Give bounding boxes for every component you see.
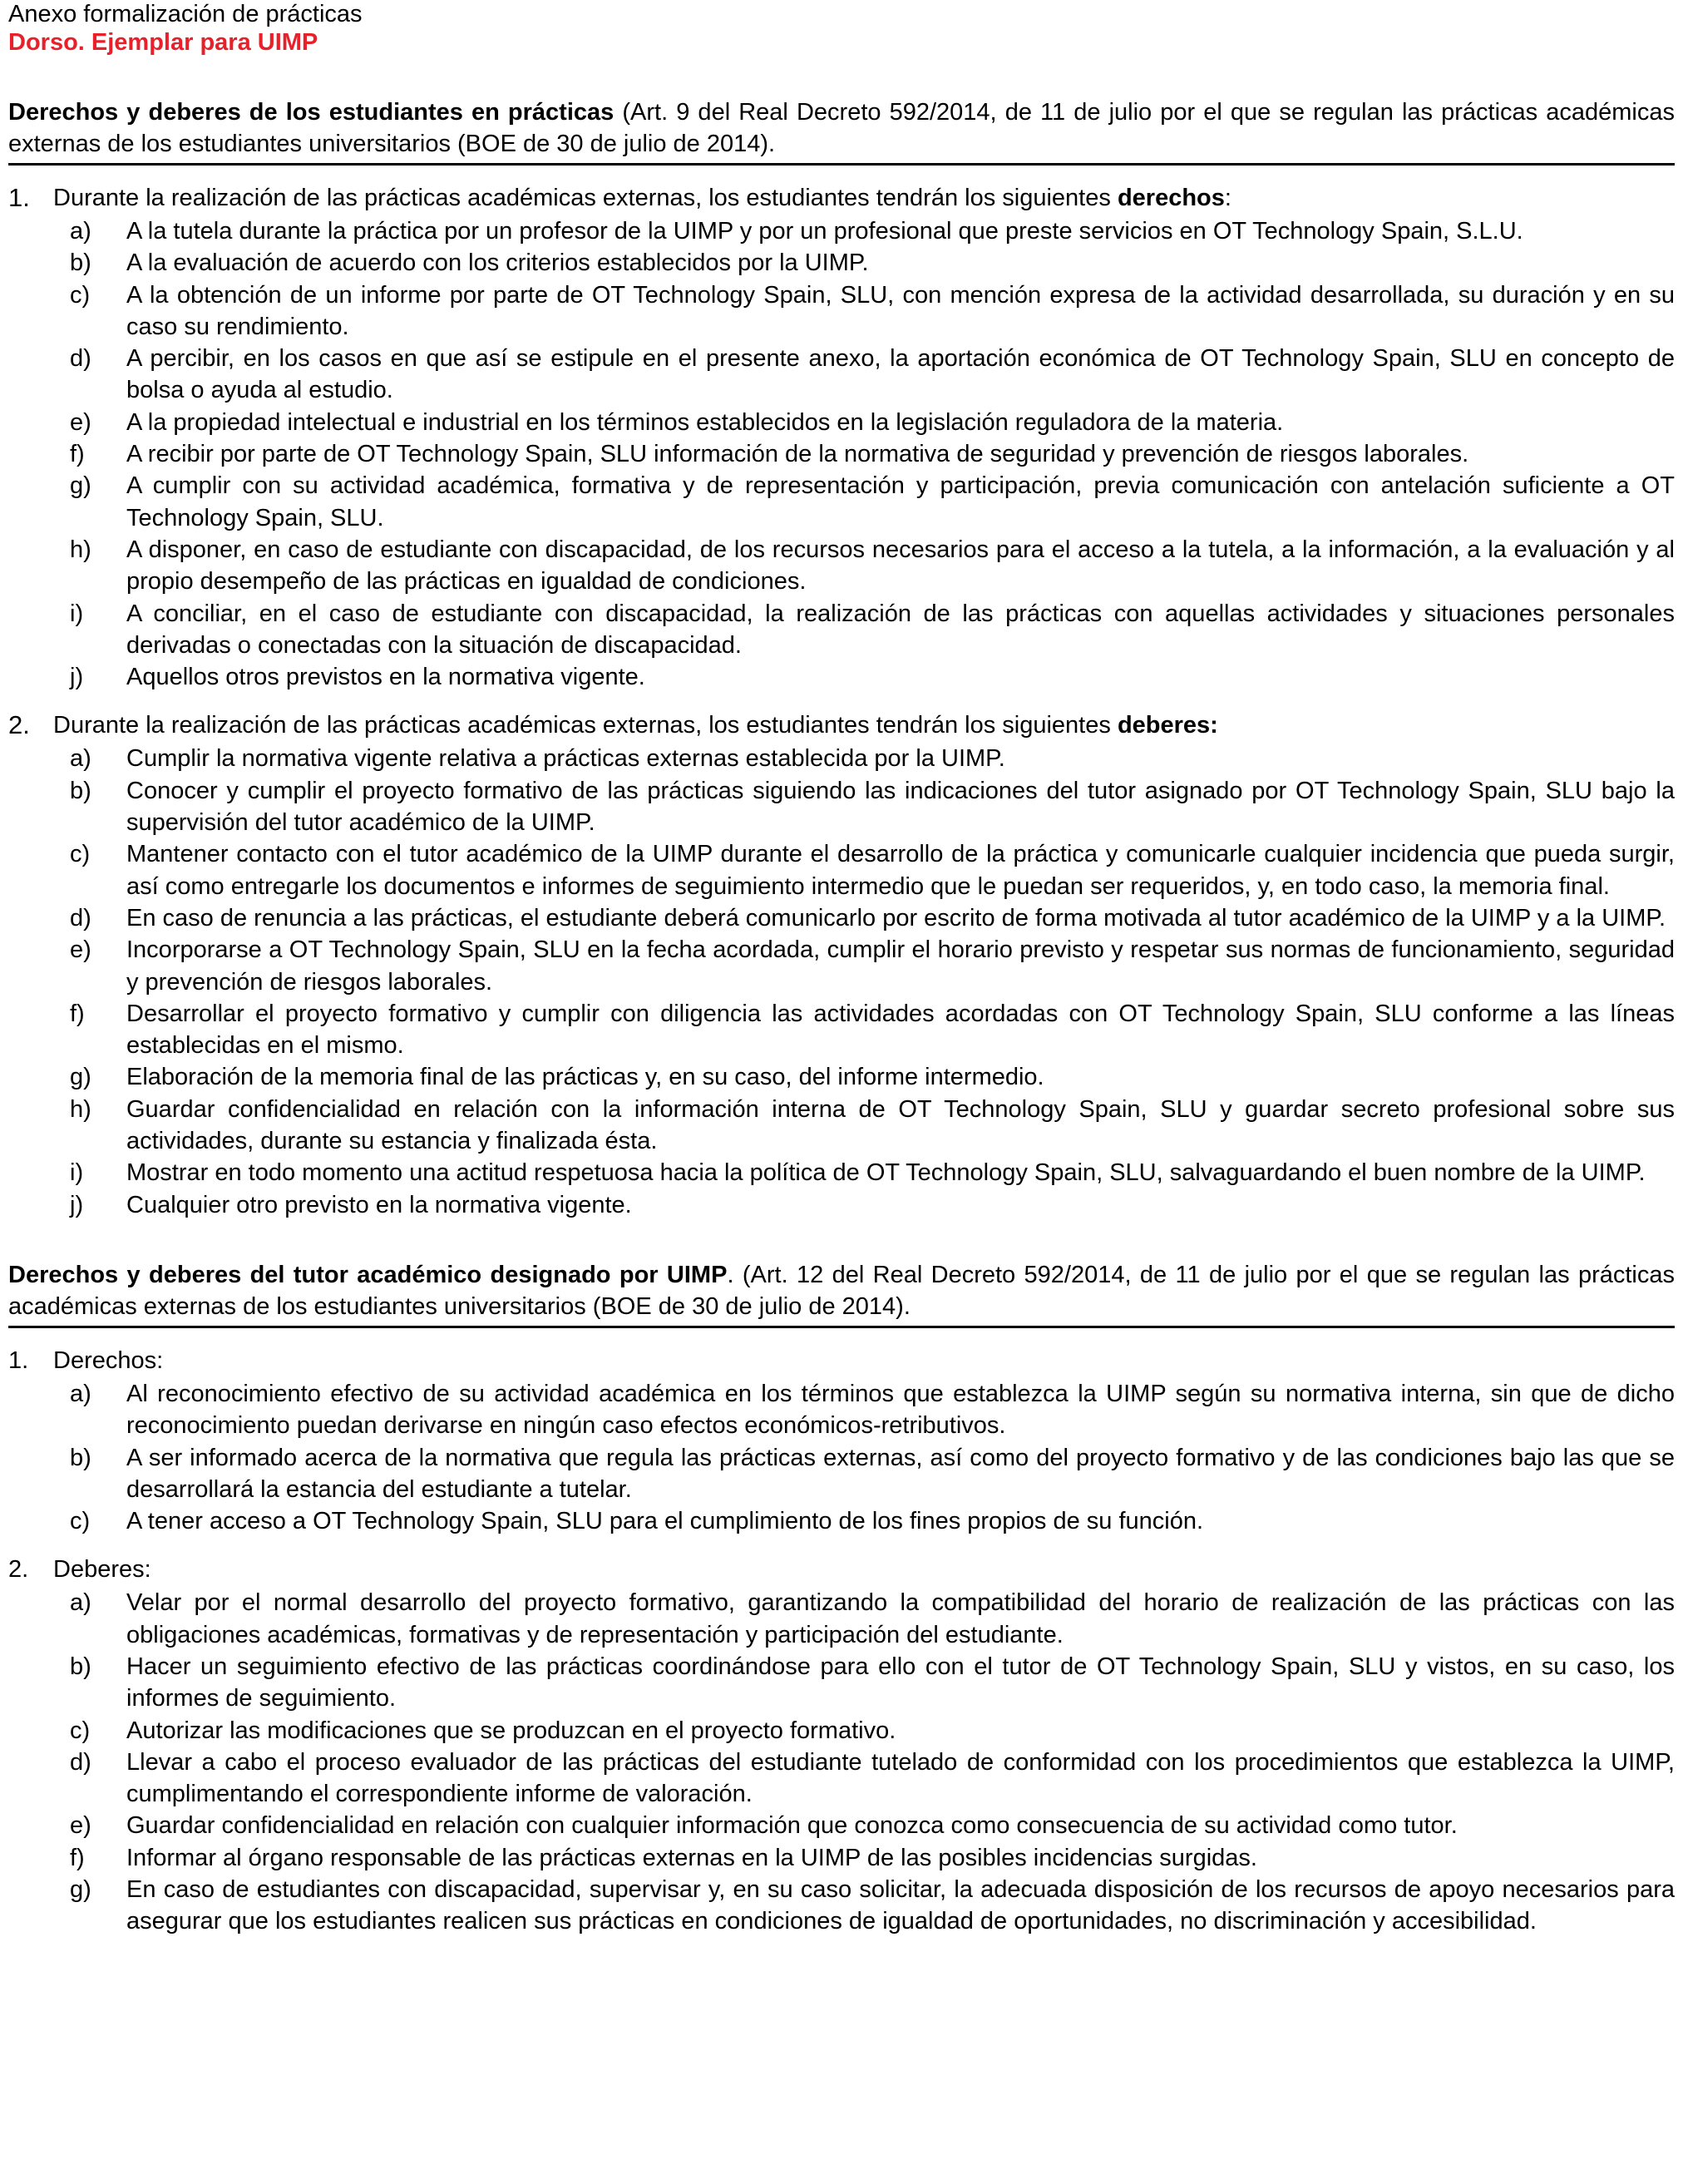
students-heading-bold: Derechos y deberes de los estudiantes en prácticas <box>8 99 614 126</box>
list-item-letter: e) <box>70 1812 91 1840</box>
list-item <box>8 1094 1683 1158</box>
list-item <box>8 407 1683 438</box>
list-item-text: A la obtención de un informe por parte de OT Technology Spain, SLU, con mención expresa de la actividad desarrollada, su duración y en su caso su rendimiento. <box>126 281 1675 340</box>
list-item-letter: b) <box>70 777 91 804</box>
list-item-letter: b) <box>70 1653 91 1680</box>
list-item-text: A ser informado acerca de la normativa que regula las prácticas externas, así como del proyecto formativo y de las condiciones bajo las que se desarrollará la estancia del estudiante a tutelar. <box>126 1444 1675 1503</box>
list-item-text: En caso de estudiantes con discapacidad, supervisar y, en su caso solicitar, la adecuada disposición de los recursos de apoyo necesarios para asegurar que los estudiantes realicen sus prácticas en condiciones de igualdad de oportunidades, no discriminación y accesibilidad. <box>126 1876 1675 1935</box>
students-section-heading <box>8 96 1675 166</box>
list-item <box>8 598 1683 662</box>
tutor-duties-list <box>8 1587 1683 1937</box>
list-item-letter: a) <box>70 745 91 773</box>
list-item-letter: b) <box>70 250 91 277</box>
list-item-text: Velar por el normal desarrollo del proyecto formativo, garantizando la compatibilidad del horario de realización de las prácticas con las obligaciones académicas, formativas y de representación y participación del estudiante. <box>126 1589 1675 1648</box>
students-duties-number: 2. <box>8 710 30 740</box>
list-item-letter: d) <box>70 1748 91 1776</box>
list-item <box>8 1378 1683 1442</box>
list-item <box>8 1505 1683 1537</box>
students-rights-list <box>8 215 1683 693</box>
list-item-text: A recibir por parte de OT Technology Spain, SLU información de la normativa de seguridad y prevención de riesgos laborales. <box>126 441 1469 468</box>
list-item-letter: g) <box>70 472 91 500</box>
tutor-duties-heading <box>8 1554 1683 1585</box>
students-duties-intro: Durante la realización de las prácticas académicas externas, los estudiantes tendrán los siguientes <box>53 712 1118 739</box>
list-item <box>8 1442 1683 1506</box>
list-item <box>8 279 1683 343</box>
list-item-letter: g) <box>70 1064 91 1091</box>
list-item-letter: i) <box>70 1159 84 1187</box>
students-duties-heading <box>8 709 1683 741</box>
list-item-text: Llevar a cabo el proceso evaluador de las prácticas del estudiante tutelado de conformidad con los procedimientos que establezca la UIMP, cumplimentando el correspondiente informe de valoración. <box>126 1748 1675 1808</box>
list-item-text: Autorizar las modificaciones que se produzcan en el proyecto formativo. <box>126 1717 896 1744</box>
list-item-letter: c) <box>70 841 91 868</box>
students-rights-heading <box>8 182 1683 214</box>
list-item-text: Aquellos otros previstos en la normativa vigente. <box>126 664 645 691</box>
list-item-text: Mantener contacto con el tutor académico de la UIMP durante el desarrollo de la práctica y comunicarle cualquier incidencia que pueda surgir, así como entregarle los documentos e informes de seguimiento intermedio que le puedan ser requeridos, y, en todo caso, la memoria final. <box>126 841 1675 900</box>
list-item <box>8 902 1683 934</box>
list-item-text: Guardar confidencialidad en relación con la información interna de OT Technology Spain, SLU y guardar secreto profesional sobre sus actividades, durante su estancia y finalizada ésta. <box>126 1095 1675 1155</box>
list-item-text: A cumplir con su actividad académica, formativa y de representación y participación, previa comunicación con antelación suficiente a OT Technology Spain, SLU. <box>126 472 1675 531</box>
list-item <box>8 661 1683 693</box>
list-item-text: Cualquier otro previsto en la normativa vigente. <box>126 1191 632 1218</box>
tutor-rights-heading <box>8 1345 1683 1376</box>
list-item <box>8 1651 1683 1715</box>
list-item <box>8 1874 1683 1938</box>
tutor-duties-label: Deberes: <box>53 1556 151 1584</box>
document-subtitle: Dorso. Ejemplar para UIMP <box>8 29 318 56</box>
list-item-text: A la propiedad intelectual e industrial en los términos establecidos en la legislación reguladora de la materia. <box>126 408 1284 436</box>
list-item-letter: h) <box>70 536 91 563</box>
tutor-section-heading <box>8 1259 1675 1328</box>
list-item-text: Guardar confidencialidad en relación con cualquier información que conozca como consecuencia de su actividad como tutor. <box>126 1812 1458 1840</box>
list-item-text: Cumplir la normativa vigente relativa a prácticas externas establecida por la UIMP. <box>126 745 1005 773</box>
list-item-letter: a) <box>70 1589 91 1617</box>
list-item-letter: c) <box>70 1508 91 1535</box>
list-item-text: A conciliar, en el caso de estudiante con discapacidad, la realización de las prácticas con aquellas actividades y situaciones personales derivadas o conectadas con la situación de discapacidad. <box>126 600 1675 659</box>
list-item <box>8 1061 1683 1093</box>
list-item-letter: e) <box>70 936 91 964</box>
list-item <box>8 470 1683 534</box>
list-item-letter: i) <box>70 600 84 627</box>
list-item <box>8 215 1683 247</box>
list-item-text: Elaboración de la memoria final de las prácticas y, en su caso, del informe intermedio. <box>126 1064 1044 1091</box>
tutor-rights-number: 1. <box>8 1346 29 1374</box>
list-item <box>8 1189 1683 1221</box>
list-item-text: Al reconocimiento efectivo de su actividad académica en los términos que establezca la UIMP según su normativa interna, sin que de dicho reconocimiento puedan derivarse en ningún caso efectos económicos-retributivos. <box>126 1380 1675 1440</box>
list-item-letter: a) <box>70 1380 91 1407</box>
list-item-letter: g) <box>70 1876 91 1904</box>
list-item-text: En caso de renuncia a las prácticas, el estudiante deberá comunicarlo por escrito de forma motivada al tutor académico de la UIMP y a la UIMP. <box>126 904 1666 931</box>
list-item-letter: j) <box>70 664 84 691</box>
list-item-letter: d) <box>70 345 91 373</box>
list-item-letter: e) <box>70 408 91 436</box>
tutor-heading-bold: Derechos y deberes del tutor académico designado por UIMP <box>8 1261 728 1288</box>
tutor-rights-list <box>8 1378 1683 1537</box>
list-item-text: Incorporarse a OT Technology Spain, SLU en la fecha acordada, cumplir el horario previsto y respetar sus normas de funcionamiento, seguridad y prevención de riesgos laborales. <box>126 936 1675 996</box>
list-item-letter: c) <box>70 1717 91 1744</box>
students-duties-list <box>8 743 1683 1220</box>
list-item <box>8 1747 1683 1811</box>
list-item-text: A disponer, en caso de estudiante con discapacidad, de los recursos necesarios para el acceso a la tutela, a la información, a la evaluación y al propio desempeño de las prácticas en igualdad de condiciones. <box>126 536 1675 595</box>
list-item <box>8 1810 1683 1841</box>
tutor-rights-label: Derechos: <box>53 1346 164 1374</box>
list-item-letter: d) <box>70 904 91 931</box>
list-item <box>8 247 1683 279</box>
list-item <box>8 1157 1683 1188</box>
list-item <box>8 1587 1683 1651</box>
list-item <box>8 438 1683 470</box>
list-item-text: A percibir, en los casos en que así se estipule en el presente anexo, la aportación económica de OT Technology Spain, SLU en concepto de bolsa o ayuda al estudio. <box>126 345 1675 404</box>
list-item-text: A tener acceso a OT Technology Spain, SLU para el cumplimiento de los fines propios de su función. <box>126 1508 1204 1535</box>
list-item-text: Hacer un seguimiento efectivo de las prácticas coordinándose para ello con el tutor de OT Technology Spain, SLU y vistos, en su caso, los informes de seguimiento. <box>126 1653 1675 1712</box>
list-item <box>8 775 1683 839</box>
list-item <box>8 1715 1683 1747</box>
list-item <box>8 534 1683 598</box>
list-item-letter: h) <box>70 1095 91 1123</box>
students-rights-intro: Durante la realización de las prácticas académicas externas, los estudiantes tendrán los siguientes <box>53 185 1118 211</box>
list-item-letter: c) <box>70 281 91 309</box>
students-duties-keyword: deberes: <box>1117 712 1218 739</box>
list-item-text: Mostrar en todo momento una actitud respetuosa hacia la política de OT Technology Spain, SLU, salvaguardando el buen nombre de la UIMP. <box>126 1159 1646 1187</box>
list-item-letter: f) <box>70 441 85 468</box>
list-item-letter: b) <box>70 1444 91 1471</box>
list-item-letter: a) <box>70 218 91 245</box>
list-item-letter: f) <box>70 1000 85 1027</box>
students-heading-rest: (Art. 9 del Real Decreto 592/2014, de 11 de julio por el que se regulan las prácticas académicas externas de los estudiantes universitarios (BOE de 30 de julio de 2014). <box>8 99 1675 157</box>
students-rights-end: : <box>1224 185 1231 211</box>
list-item-text: Desarrollar el proyecto formativo y cumplir con diligencia las actividades acordadas con OT Technology Spain, SLU conforme a las líneas establecidas en el mismo. <box>126 1000 1675 1060</box>
list-item-letter: j) <box>70 1191 84 1218</box>
document-title: Anexo formalización de prácticas <box>8 1 363 27</box>
students-rights-number: 1. <box>8 183 30 212</box>
list-item <box>8 998 1683 1062</box>
list-item <box>8 1842 1683 1874</box>
list-item-letter: f) <box>70 1844 85 1871</box>
list-item-text: Informar al órgano responsable de las prácticas externas en la UIMP de las posibles incidencias surgidas. <box>126 1844 1257 1871</box>
list-item <box>8 934 1683 998</box>
tutor-heading-rest: . (Art. 12 del Real Decreto 592/2014, de 11 de julio por el que se regulan las prácticas académicas externas de los estudiantes universitarios (BOE de 30 de julio de 2014). <box>8 1261 1675 1320</box>
tutor-duties-number: 2. <box>8 1556 29 1584</box>
list-item <box>8 343 1683 407</box>
list-item <box>8 838 1683 902</box>
list-item-text: A la tutela durante la práctica por un profesor de la UIMP y por un profesional que preste servicios en OT Technology Spain, S.L.U. <box>126 218 1523 245</box>
list-item-text: A la evaluación de acuerdo con los criterios establecidos por la UIMP. <box>126 250 869 277</box>
list-item-text: Conocer y cumplir el proyecto formativo de las prácticas siguiendo las indicaciones del tutor asignado por OT Technology Spain, SLU bajo la supervisión del tutor académico de la UIMP. <box>126 777 1675 837</box>
list-item <box>8 743 1683 774</box>
students-rights-keyword: derechos <box>1117 185 1225 211</box>
